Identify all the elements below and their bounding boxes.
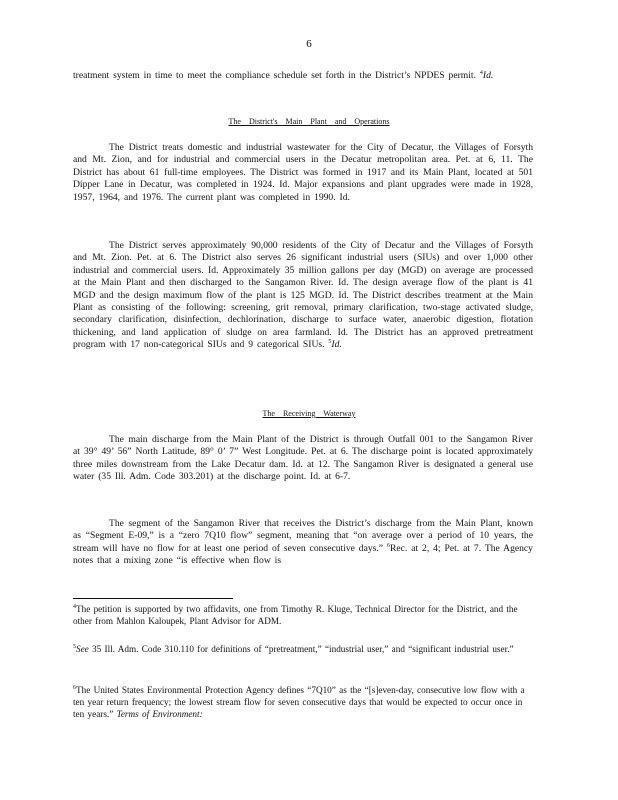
paragraph: The District treats domestic and industrial wastewater for the City of Decatur, the Villages of Forsyth and Mt. Zion, and for industrial and commercial users in the Decatur metropolitan area. Pet. at 6, 11. The District has about 61 full-time employees. The District was formed in 1917 and its Main Plant, located at 501 Dipper Lane in Decatur, was completed in 1924. Id. Major expansions and plant upgrades were made in 1928, 1957, 1964, and 1976. The current plant was completed in 1990. Id. [73, 142, 533, 203]
footnote-ref: 5 [328, 339, 332, 346]
footnote-text: The petition is supported by two affidavits, one from Timothy R. Kluge, Technical Director for the District, and the other from Mahlon Kaloupek, Plant Advisor for ADM. [73, 604, 518, 626]
footnote-mark: 6 [73, 684, 76, 691]
paragraph [73, 518, 533, 568]
footnote-text: The United States Environmental Protection Agency defines “7Q10” as the “[s]even-day, consecutive low flow with a ten year return frequency; the lowest stream flow for seven consecutive days that would be expected to occur once in ten years.” [73, 685, 525, 719]
citation: Terms of Environment: [116, 709, 203, 719]
paragraph-text: The District serves approximately 90,000 residents of the City of Decatur and the Villages of Forsyth and Mt. Zion. Pet. at 6. The District also serves 26 significant industrial users (SIUs) and over 1,000 other industrial and commercial users. Id. Approximately 35 million gallons per day (MGD) on average are processed at the Main Plant and then discharged to the Sangamon River. Id. The design average flow of the plant is 41 MGD and the design maximum flow of the plant is 125 MGD. Id. The District describes treatment at the Main Plant as consisting of the following: screening, grit removal, primary clarification, two-stage activated sludge, secondary clarification, disinfection, dechlorination, discharge to surface water, anaerobic digestion, flotation thickening, and land application of sludge on area farmland. Id. The District has an approved pretreatment program with 17 non-categorical SIUs and 9 categorical SIUs. [73, 240, 533, 351]
section-heading: The Receiving Waterway [262, 409, 356, 418]
citation: Id. [331, 339, 342, 351]
citation: Id. [482, 70, 494, 81]
footnote-mark: 4 [73, 603, 76, 610]
page-number: 6 [306, 38, 312, 50]
footnote-text: 35 Ill. Adm. Code 310.110 for definitions of “pretreatment,” “industrial user,” and “significant industrial user.” [92, 644, 514, 654]
footnote [73, 684, 533, 720]
footnote-ref: 6 [386, 542, 390, 549]
footnote-divider [73, 598, 233, 599]
footnote [73, 643, 533, 655]
paragraph [73, 240, 533, 352]
paragraph: The main discharge from the Main Plant of the District is through Outfall 001 to the Sangamon River at 39° 49’ 56” North Latitude, 89° 0’ 7” West Longitude. Pet. at 6. The discharge point is located approximately three miles downstream from the Lake Decatur dam. Id. at 12. The Sangamon River is designated a general use water (35 Ill. Adm. Code 303.201) at the discharge point. Id. at 6-7. [73, 434, 533, 483]
footnote [73, 603, 533, 627]
paragraph-text: treatment system in time to meet the compliance schedule set forth in the District’s NPDES permit. [73, 70, 476, 81]
paragraph-continuation [73, 70, 533, 82]
section-heading: The District's Main Plant and Operations [228, 117, 390, 126]
footnote-mark: 5 [73, 643, 76, 650]
paragraph-text: The segment of the Sangamon River that receives the District’s discharge from the Main Plant, known as “Segment E-09,” is a “zero 7Q10 flow” segment, meaning that “on average over a period of 10 years, the stream will have no flow for at least one period of seven consecutive days.” [73, 518, 533, 554]
paragraph-text: Rec. at 2, 4; Pet. at 7. The Agency notes that a mixing zone “is effective when flow is [73, 542, 533, 567]
footnote-ref: 4 [479, 69, 483, 76]
footnote-signal: See [76, 644, 89, 654]
